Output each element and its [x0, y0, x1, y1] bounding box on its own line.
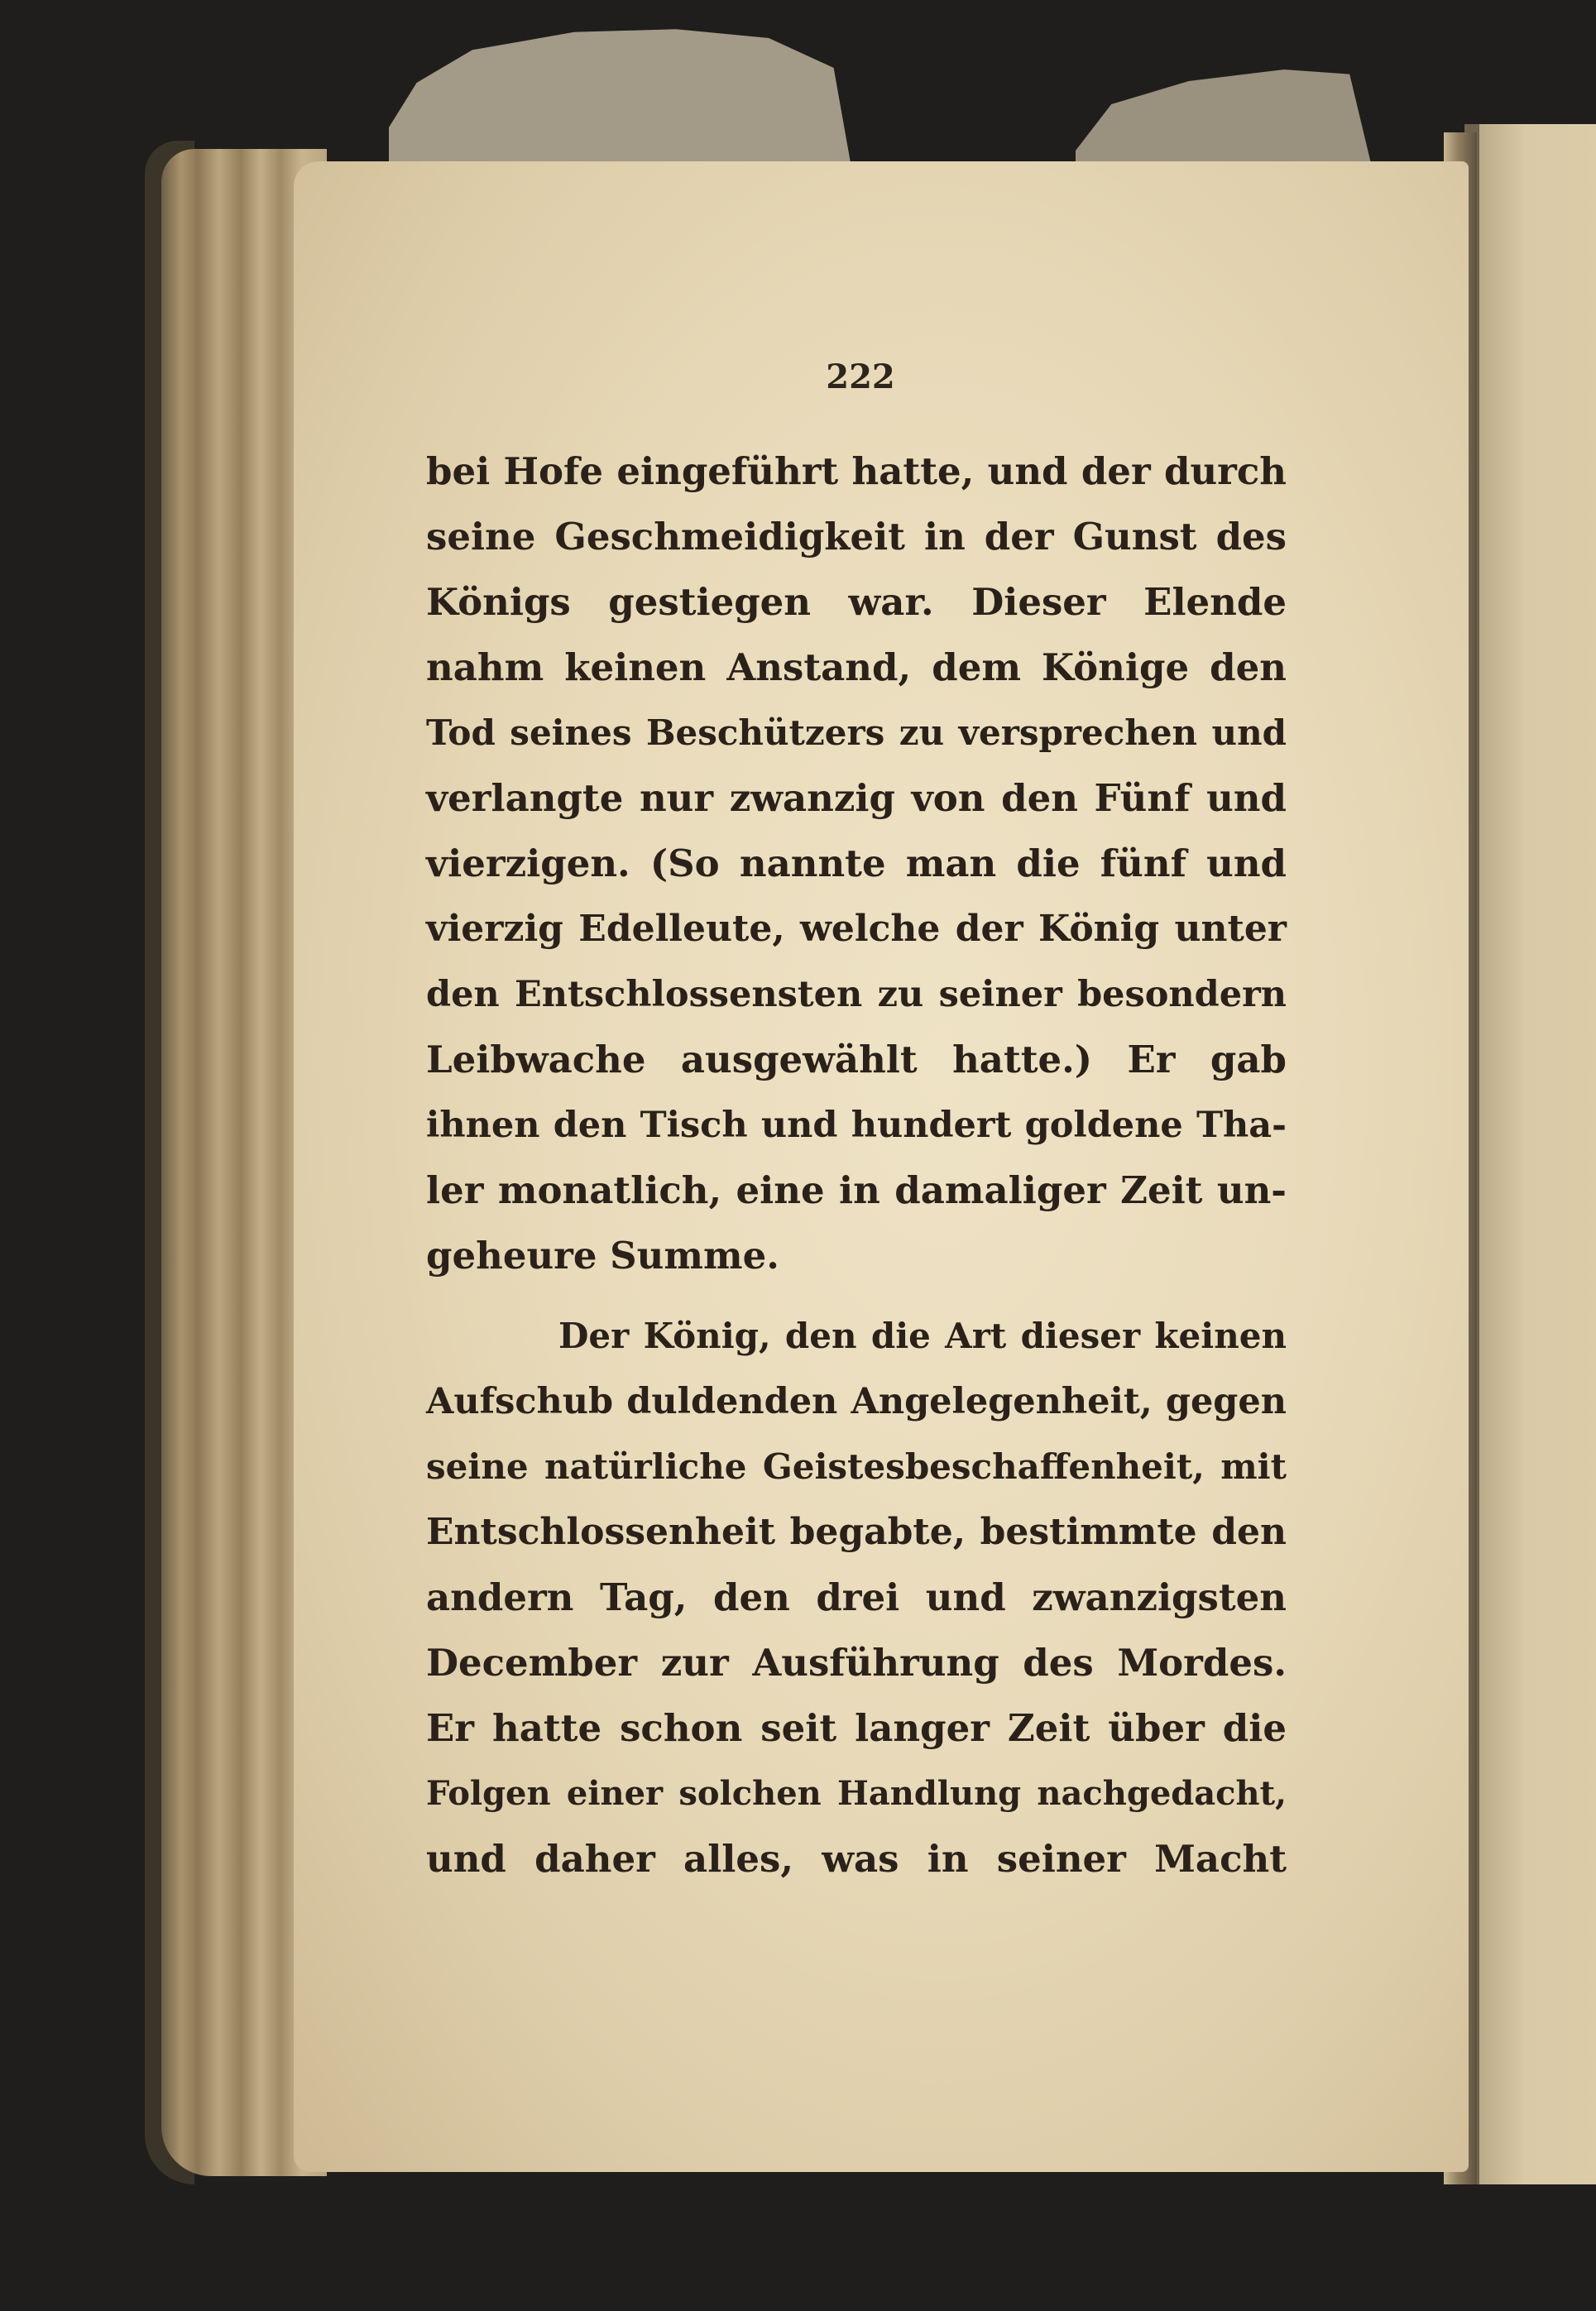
text-line: Folgen einer solchen Handlung nachgedacht, — [426, 1774, 1287, 1813]
torn-paper-scrap-left — [389, 23, 852, 172]
text-line: seine Geschmeidigkeit in der Gunst des — [426, 515, 1287, 559]
torn-paper-scrap-right — [1076, 58, 1373, 174]
text-line: andern Tag, den drei und zwanzigsten — [426, 1575, 1287, 1619]
text-line: Königs gestiegen war. Dieser Elende — [426, 580, 1287, 624]
text-line: Tod seines Beschützers zu versprechen und — [426, 712, 1287, 753]
text-line: verlangte nur zwanzig von den Fünf und — [426, 776, 1287, 820]
text-line: vierzigen. (So nannte man die fünf und — [426, 841, 1287, 885]
text-line: December zur Ausführung des Mordes. — [426, 1641, 1287, 1685]
text-line: Der König, den die Art dieser keinen — [558, 1316, 1287, 1356]
text-line: bei Hofe eingeführt hatte, und der durch — [426, 449, 1287, 493]
text-line: Er hatte schon seit langer Zeit über die — [426, 1706, 1287, 1750]
page-number: 222 — [826, 357, 895, 396]
text-line: Entschlossenheit begabte, bestimmte den — [426, 1511, 1287, 1553]
text-line: Aufschub duldenden Angelegenheit, gegen — [426, 1381, 1287, 1422]
text-line: nahm keinen Anstand, dem Könige den — [426, 645, 1287, 689]
text-line: und daher alles, was in seiner Macht — [426, 1837, 1287, 1881]
text-line: Leibwache ausgewählt hatte.) Er gab — [426, 1038, 1287, 1081]
text-line: seine natürliche Geistesbeschaffenheit, mit — [426, 1446, 1287, 1487]
text-line: ler monatlich, eine in damaliger Zeit un- — [426, 1168, 1287, 1212]
text-line: ihnen den Tisch und hundert goldene Tha- — [426, 1105, 1287, 1146]
facing-page — [1473, 124, 1596, 2184]
text-line: geheure Summe. — [426, 1234, 779, 1278]
text-line: vierzig Edelleute, welche der König unter — [426, 908, 1287, 950]
text-line: den Entschlossensten zu seiner besondern — [426, 974, 1287, 1015]
